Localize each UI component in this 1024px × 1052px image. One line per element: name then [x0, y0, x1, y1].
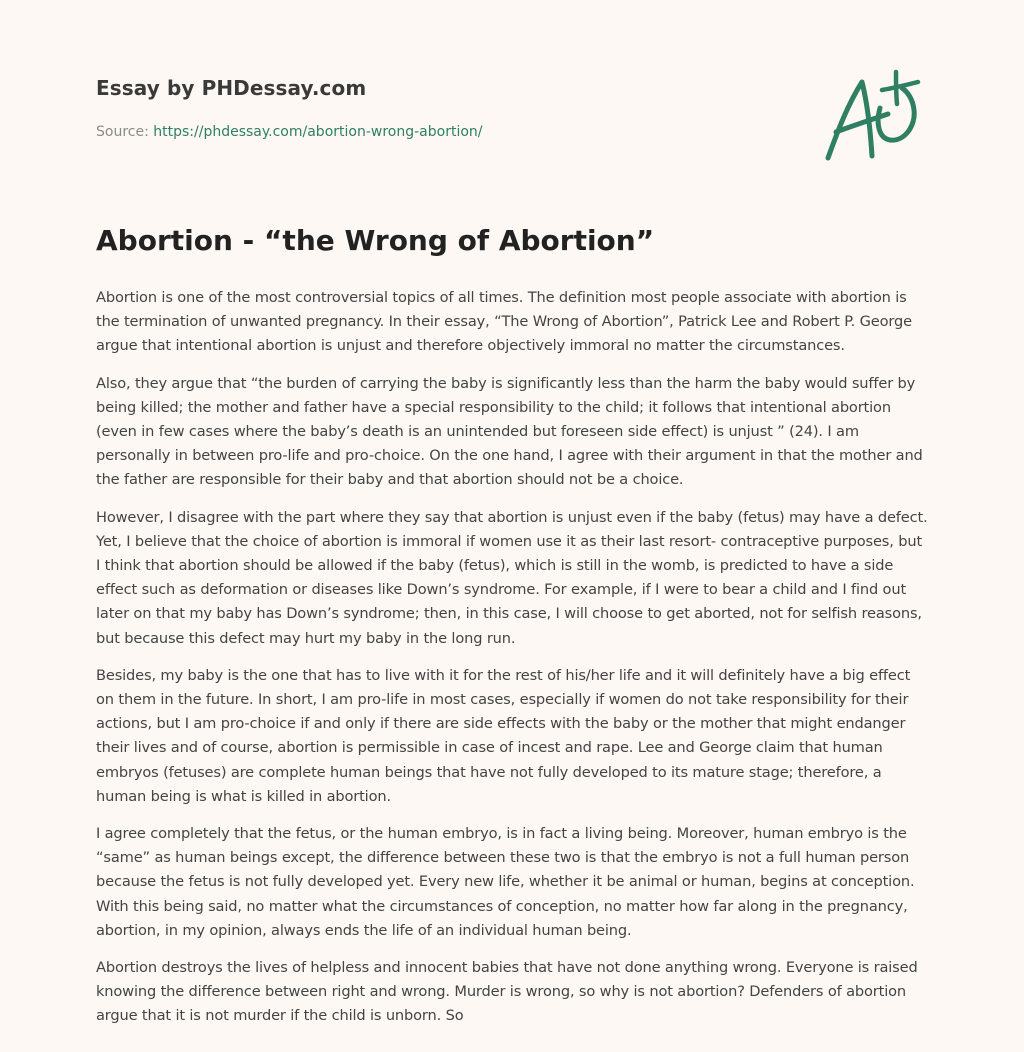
essay-paragraph: Also, they argue that “the burden of carrying the baby is significantly less than the harm the baby would suffer by being killed; the mother and father have a special responsibility to the child; it follows that intentional abortion (even in few cases where the baby’s death is an unintended but foreseen side effect) is unjust ” (24). I am personally in between pro-life and pro-choice. On the one hand, I agree with their argument in that the mother and the father are responsible for their baby and that abortion should not be a choice.	[96, 374, 923, 489]
essay-body	[96, 286, 928, 1042]
essay-paragraph: However, I disagree with the part where they say that abortion is unjust even if the baby (fetus) may have a defect. Yet, I believe that the choice of abortion is immoral if women use it as their last resort- contraceptive purposes, but I think that abortion should be allowed if the baby (fetus), which is still in the womb, is predicted to have a side effect such as deformation or diseases like Down’s syndrome. For example, if I were to bear a child and I find out later on that my baby has Down’s syndrome; then, in this case, I will choose to get aborted, not for selfish reasons, but because this defect may hurt my baby in the long run.	[96, 508, 928, 647]
page-header	[96, 0, 928, 200]
essay-title: Abortion - “the Wrong of Abortion”	[96, 224, 655, 257]
essay-paragraph: Abortion destroys the lives of helpless and innocent babies that have not done anything wrong. Everyone is raised knowing the difference between right and wrong. Murder is wrong, so why is not abortion? Defenders of abortion argue that it is not murder if the child is unborn. So	[96, 959, 918, 1025]
essay-paragraph: I agree completely that the fetus, or the human embryo, is in fact a living being. Moreover, human embryo is the “same” as human beings except, the difference between these two is that the embryo is not a full human person because the fetus is not fully developed yet. Every new life, whether it be animal or human, begins at conception. With this being said, no matter what the circumstances of conception, no matter how far along in the pregnancy, abortion, in my opinion, always ends the life of an individual human being.	[96, 825, 915, 939]
essay-paragraph: Abortion is one of the most controversial topics of all times. The definition most people associate with abortion is the termination of unwanted pregnancy. In their essay, “The Wrong of Abortion”, Patrick Lee and Robert P. George argue that intentional abortion is unjust and therefore objectively immoral no matter the circumstances.	[96, 289, 912, 355]
source-line	[96, 124, 482, 140]
brand-title: Essay by PHDessay.com	[96, 76, 367, 100]
a-plus-logo-icon	[824, 68, 924, 164]
source-link[interactable]: https://phdessay.com/abortion-wrong-abortion/	[153, 124, 483, 140]
source-label: Source:	[96, 124, 154, 140]
essay-page	[96, 0, 928, 1025]
essay-paragraph: Besides, my baby is the one that has to live with it for the rest of his/her life and it will definitely have a big effect on them in the future. In short, I am pro-life in most cases, especially if women do not take responsibility for their actions, but I am pro-choice if and only if there are side effects with the baby or the mother that might endanger their lives and of course, abortion is permissible in case of incest and rape. Lee and George claim that human embryos (fetuses) are complete human beings that have not fully developed to its mature stage; therefore, a human being is what is killed in abortion.	[96, 666, 911, 805]
